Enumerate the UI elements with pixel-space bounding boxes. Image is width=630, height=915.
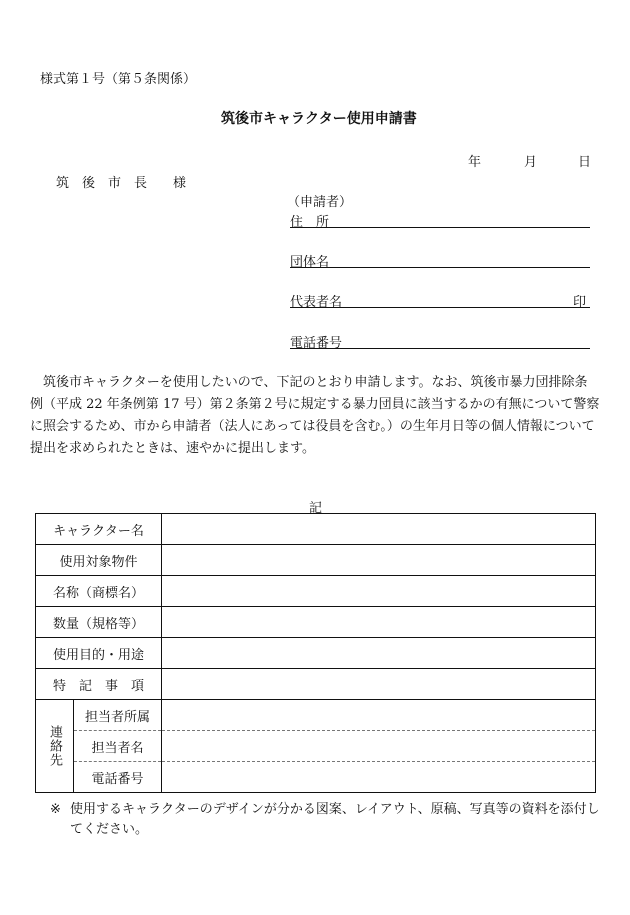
character-name-field[interactable] — [162, 514, 596, 545]
table-row — [36, 762, 596, 793]
table-row — [36, 514, 596, 545]
page-title: 筑後市キャラクター使用申請書 — [221, 111, 417, 127]
row-label-contact-department: 担当者所属 — [74, 700, 162, 731]
table-row — [36, 545, 596, 576]
row-label-contact-phone: 電話番号 — [74, 762, 162, 793]
purpose-field[interactable] — [162, 638, 596, 669]
ki-heading: 記 — [309, 501, 323, 516]
organization-line[interactable] — [290, 251, 590, 268]
row-label-special-notes: 特 記 事 項 — [36, 669, 162, 700]
contact-phone-field[interactable] — [162, 762, 596, 793]
representative-line[interactable] — [290, 291, 590, 308]
target-item-field[interactable] — [162, 545, 596, 576]
row-label-quantity: 数量（規格等） — [36, 607, 162, 638]
table-row — [36, 576, 596, 607]
addressee: 筑 後 市 長 様 — [56, 176, 187, 191]
date-month: 月 — [524, 155, 538, 170]
date-day: 日 — [578, 155, 592, 170]
organization-label: 団体名 — [290, 255, 330, 270]
attachment-note — [50, 800, 610, 840]
table-row — [36, 607, 596, 638]
table-row — [36, 638, 596, 669]
address-label: 住 所 — [290, 215, 330, 230]
representative-label: 代表者名 — [290, 295, 343, 310]
note-mark: ※ — [50, 802, 61, 817]
address-line[interactable] — [290, 211, 590, 228]
phone-line[interactable] — [290, 332, 590, 349]
row-label-purpose: 使用目的・用途 — [36, 638, 162, 669]
form-number: 様式第１号（第５条関係） — [40, 72, 197, 87]
applicant-heading: （申請者） — [287, 195, 353, 210]
quantity-field[interactable] — [162, 607, 596, 638]
special-notes-field[interactable] — [162, 669, 596, 700]
date-year: 年 — [468, 155, 482, 170]
table-row — [36, 700, 596, 731]
note-text: 使用するキャラクターのデザインが分かる図案、レイアウト、原稿、写真等の資料を添付してください。 — [70, 802, 600, 837]
table-row — [36, 669, 596, 700]
seal-mark: 印 — [573, 295, 587, 310]
contact-label: 連絡先 — [47, 725, 62, 767]
contact-group-label — [36, 700, 74, 793]
contact-department-field[interactable] — [162, 700, 596, 731]
row-label-contact-name: 担当者名 — [74, 731, 162, 762]
trademark-name-field[interactable] — [162, 576, 596, 607]
statement-paragraph: 筑後市キャラクターを使用したいので、下記のとおり申請します。なお、筑後市暴力団排除条例（平成 22 年条例第 17 号）第２条第２号に規定する暴力団員に該当するかの有無について警察に照会するため、市から申請者（法人にあっては役員を含む。）の生年月日等の個人情報について提出を求められたときは、速やかに提出します。 — [30, 375, 600, 456]
contact-name-field[interactable] — [162, 731, 596, 762]
application-table — [35, 513, 596, 793]
row-label-character-name: キャラクター名 — [36, 514, 162, 545]
row-label-trademark-name: 名称（商標名） — [36, 576, 162, 607]
row-label-target-item: 使用対象物件 — [36, 545, 162, 576]
table-row — [36, 731, 596, 762]
phone-label: 電話番号 — [290, 336, 343, 351]
